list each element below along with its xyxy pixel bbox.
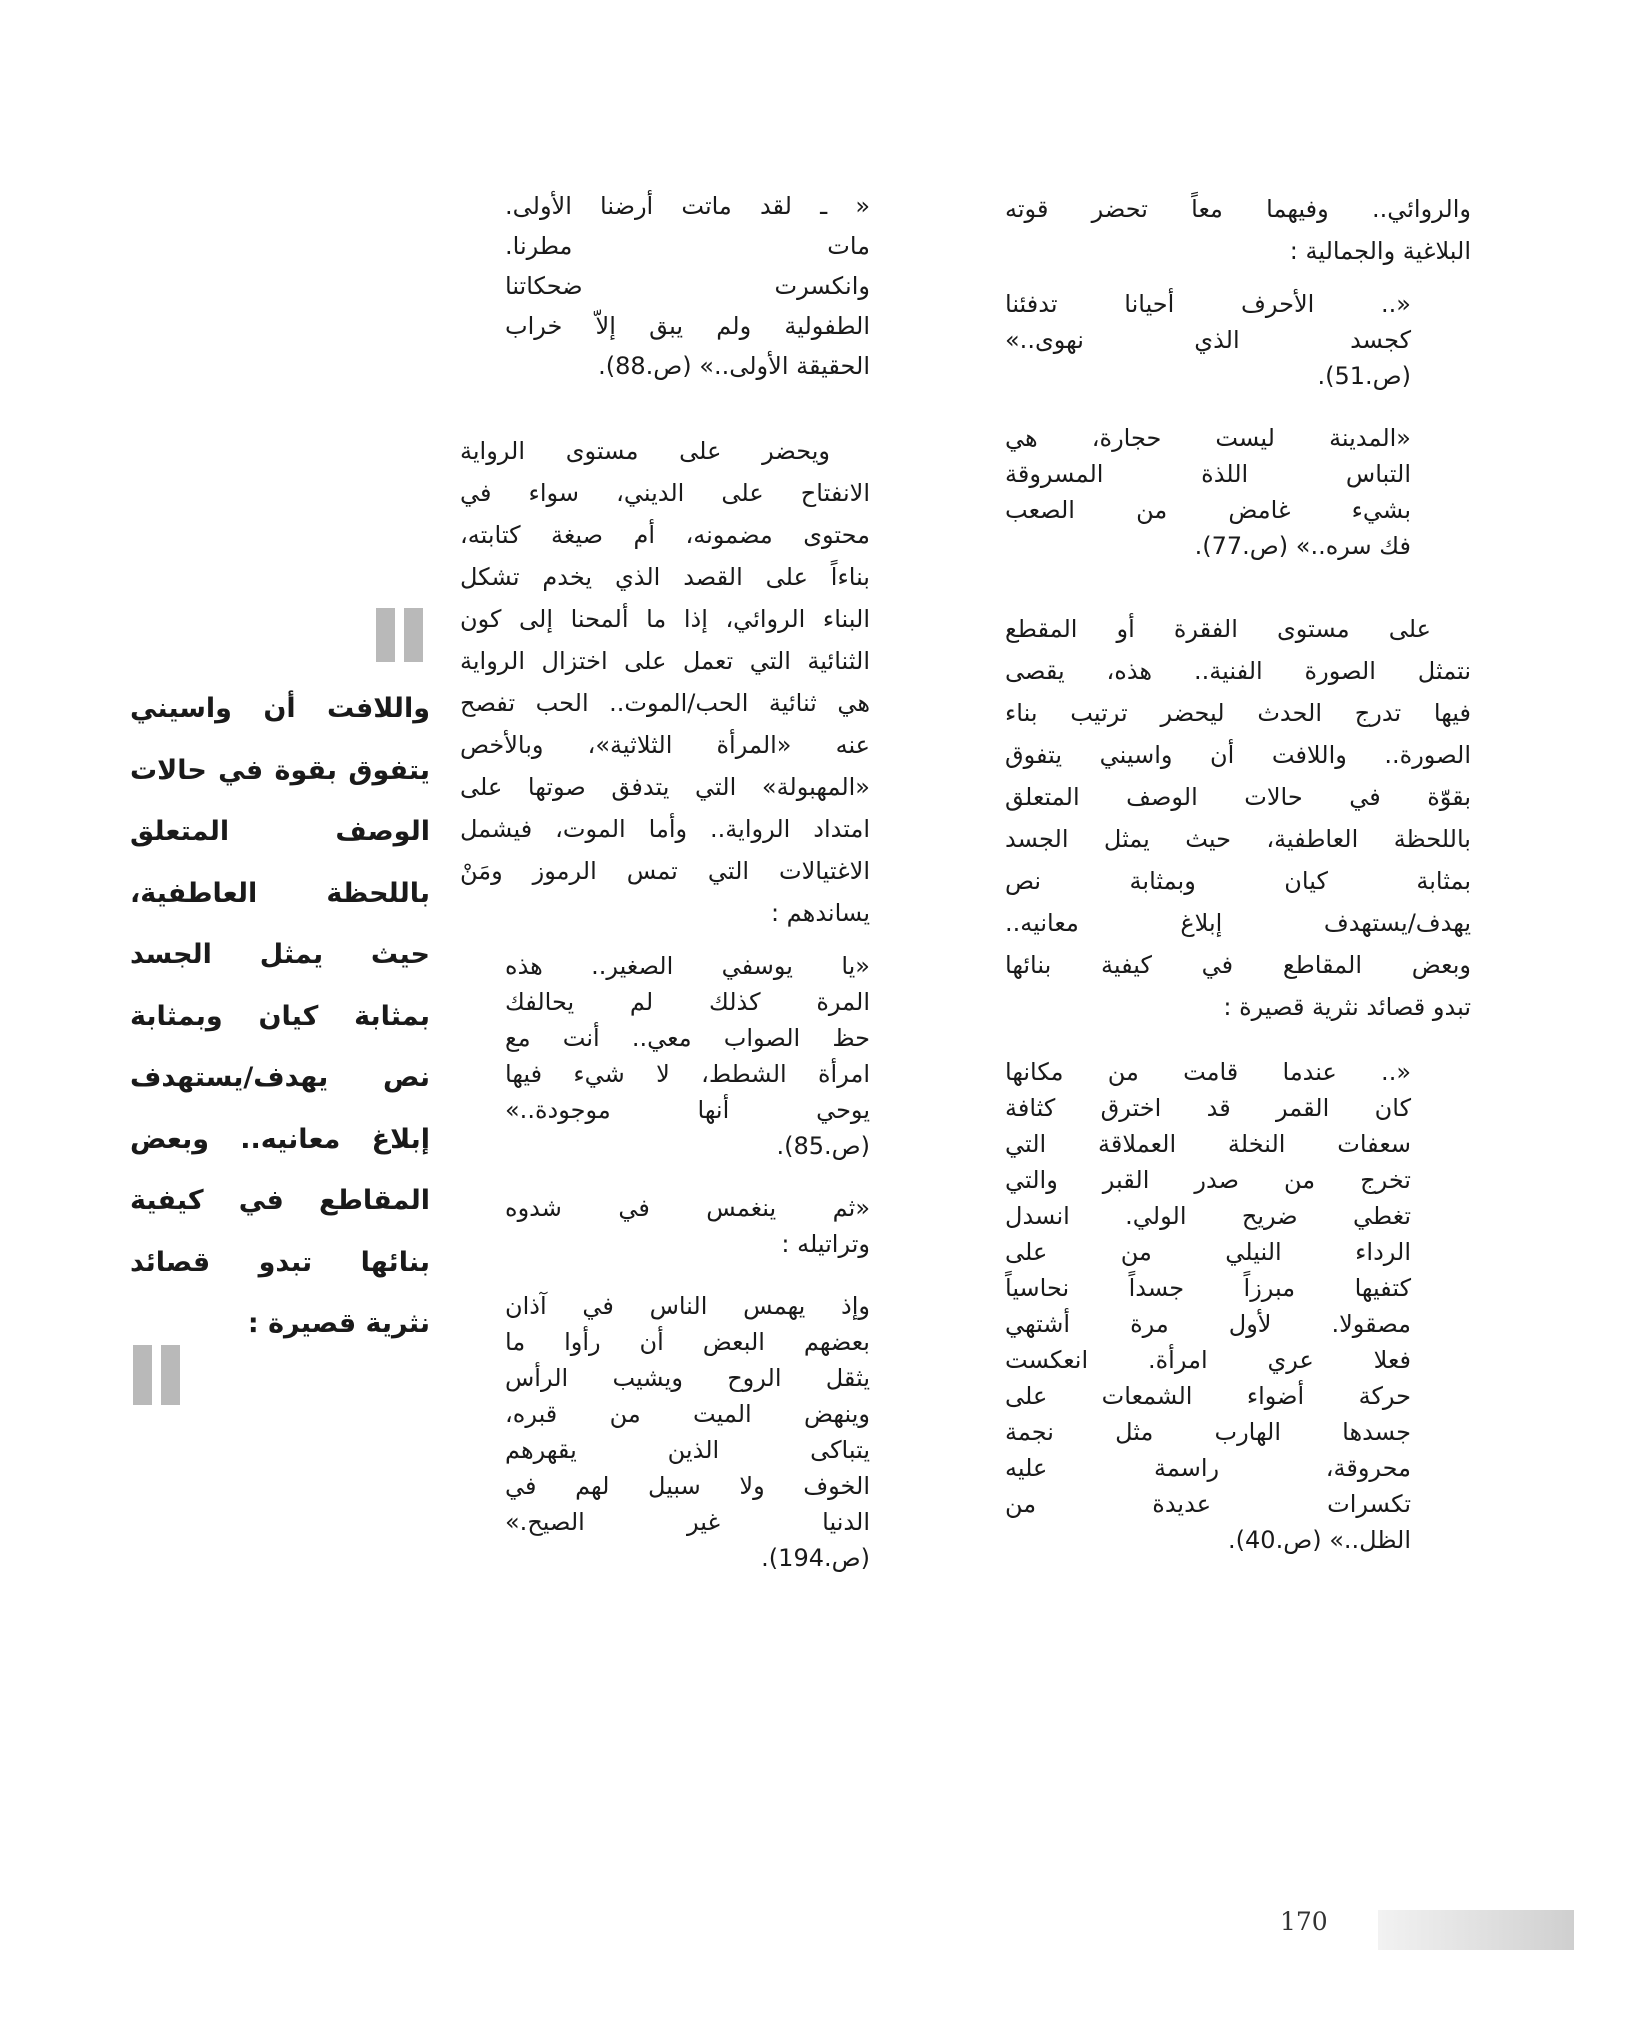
text-line: فعلا عري امرأة. انعكست <box>1005 1346 1411 1374</box>
text-line: « ـ لقد ماتت أرضنا الأولى. <box>505 192 870 220</box>
text-line: والروائي.. وفيهما معاً تحضر قوته <box>1005 195 1471 223</box>
text-line: امتداد الرواية.. وأما الموت، فيشمل <box>460 815 870 843</box>
text-line: المقاطع في كيفية <box>130 1185 430 1216</box>
text-line: الانفتاح على الديني، سواء في <box>460 479 870 507</box>
footer-decoration <box>1378 1910 1574 1950</box>
pull-quote-close-mark <box>133 1345 180 1405</box>
text-line: إبلاغ معانيه.. وبعض <box>130 1123 430 1155</box>
text-line: جسدها الهارب مثل نجمة <box>1005 1418 1411 1446</box>
text-line: وينهض الميت من قبره، <box>505 1400 870 1428</box>
text-line: باللحظة العاطفية، حيث يمثل الجسد <box>1005 825 1471 853</box>
text-line: الاغتيالات التي تمس الرموز ومَنْ <box>460 857 870 885</box>
text-line: (ص.194). <box>761 1544 870 1572</box>
text-line: «.. الأحرف أحيانا تدفئنا <box>1005 290 1411 318</box>
right-paragraph-2 <box>1005 608 1471 1028</box>
text-line: هي ثنائية الحب/الموت.. الحب تفصح <box>460 689 870 717</box>
text-line: (ص.85). <box>776 1132 870 1160</box>
text-line: سعفات النخلة العملاقة التي <box>1005 1130 1411 1158</box>
text-line: وبعض المقاطع في كيفية بنائها <box>1005 951 1471 979</box>
middle-quote-1 <box>505 186 870 386</box>
text-line: يوحي أنها موجودة..» <box>505 1096 870 1124</box>
text-line: امرأة الشطط، لا شيء فيها <box>505 1060 870 1088</box>
text-line: الخوف ولا سبيل لهم في <box>505 1472 870 1500</box>
text-line: كجسد الذي نهوى..» <box>1005 326 1411 354</box>
pull-quote <box>130 608 430 1355</box>
text-line: بناءاً على القصد الذي يخدم تشكل <box>460 563 870 591</box>
text-line: بقوّة في حالات الوصف المتعلق <box>1005 783 1471 811</box>
text-line: حركة أضواء الشمعات على <box>1005 1382 1411 1410</box>
middle-quote-4 <box>505 1288 870 1576</box>
text-line: نثرية قصيرة : <box>247 1308 430 1339</box>
text-line: الظل..» (ص.40). <box>1228 1526 1411 1554</box>
text-line: فيها تدرج الحدث ليحضر ترتيب بناء <box>1005 699 1471 727</box>
text-line: «المهبولة» التي يتدفق صوتها على <box>460 773 870 801</box>
text-line: بمثابة كيان وبمثابة نص <box>1005 867 1471 895</box>
text-line: «يا يوسفي الصغير.. هذه <box>505 952 870 980</box>
text-line: الحقيقة الأولى..» (ص.88). <box>598 352 870 380</box>
text-line: يتفوق بقوة في حالات <box>130 754 430 786</box>
right-quote-3 <box>1005 1054 1411 1558</box>
text-line: فك سره..» (ص.77). <box>1194 532 1411 560</box>
text-line: عنه «المرأة الثلاثية»، وبالأخص <box>460 731 870 759</box>
text-line: واللافت أن واسيني <box>130 693 430 724</box>
right-quote-1 <box>1005 286 1411 394</box>
text-line: تخرج من صدر القبر والتي <box>1005 1166 1411 1194</box>
text-line: «ثم ينغمس في شدوه <box>505 1194 870 1222</box>
text-line: البلاغية والجمالية : <box>1289 237 1471 265</box>
text-line: الصورة.. واللافت أن واسيني يتفوق <box>1005 741 1471 769</box>
text-line: محتوى مضمونه، أم صيغة كتابته، <box>460 521 870 549</box>
middle-quote-3 <box>505 1190 870 1262</box>
middle-paragraph-1 <box>460 430 870 934</box>
text-line: الطفولية ولم يبق إلاّ خراب <box>505 312 870 340</box>
right-quote-2 <box>1005 420 1411 564</box>
text-line: يهدف/يستهدف إبلاغ معانيه.. <box>1005 909 1471 937</box>
text-line: «المدينة ليست حجارة، هي <box>1005 424 1411 452</box>
text-line: تبدو قصائد نثرية قصيرة : <box>1223 993 1471 1021</box>
text-line: يثقل الروح ويشيب الرأس <box>505 1364 870 1392</box>
text-line: الرداء النيلي من على <box>1005 1238 1411 1266</box>
text-line: تكسرات عديدة من <box>1005 1490 1411 1518</box>
text-line: وتراتيله : <box>781 1230 870 1258</box>
text-line: بمثابة كيان وبمثابة <box>130 1000 430 1032</box>
text-line: التباس اللذة المسروقة <box>1005 460 1411 488</box>
text-line: تغطي ضريح الولي. انسدل <box>1005 1202 1411 1230</box>
text-line: نص يهدف/يستهدف <box>130 1062 430 1093</box>
page-number: 170 <box>1280 1907 1328 1936</box>
text-line: بشيء غامض من الصعب <box>1005 496 1411 524</box>
text-line: (ص.51). <box>1317 362 1411 390</box>
right-column <box>1005 188 1471 1558</box>
text-line: وانكسرت ضحكاتنا <box>505 272 870 300</box>
text-line: حظ الصواب معي.. أنت مع <box>505 1024 870 1052</box>
text-line: البناء الروائي، إذا ما ألمحنا إلى كون <box>460 605 870 633</box>
text-line: وإذ يهمس الناس في آذان <box>505 1292 870 1320</box>
pull-quote-text <box>130 608 430 1355</box>
text-line: مصقولا. لأول مرة أشتهي <box>1005 1310 1411 1338</box>
middle-quote-2 <box>505 948 870 1164</box>
text-line: الثنائية التي تعمل على اختزال الرواية <box>460 647 870 675</box>
text-line: «.. عندما قامت من مكانها <box>1005 1058 1411 1086</box>
text-line: بعضهم البعض أن رأوا ما <box>505 1328 870 1356</box>
middle-column <box>460 186 870 1576</box>
text-line: يتباكى الذين يقهرهم <box>505 1436 870 1464</box>
text-line: بنائها تبدو قصائد <box>130 1246 430 1278</box>
text-line: محروقة، راسمة عليه <box>1005 1454 1411 1482</box>
text-line: كان القمر قد اخترق كثافة <box>1005 1094 1411 1122</box>
text-line: كتفيها مبرزاً جسداً نحاسياً <box>1005 1274 1411 1302</box>
text-line: الدنيا غير الصيح.» <box>505 1508 870 1536</box>
text-line: المرة كذلك لم يحالفك <box>505 988 870 1016</box>
text-line: الوصف المتعلق <box>130 816 430 847</box>
text-line: يساندهم : <box>770 899 870 927</box>
text-line: مات مطرنا. <box>505 232 870 260</box>
text-line: باللحظة العاطفية، <box>130 877 430 909</box>
text-line: نتمثل الصورة الفنية.. هذه، يقصى <box>1005 657 1471 685</box>
right-paragraph-1 <box>1005 188 1471 272</box>
text-line: حيث يمثل الجسد <box>130 939 430 970</box>
text-line: على مستوى الفقرة أو المقطع <box>1005 615 1431 643</box>
text-line: ويحضر على مستوى الرواية <box>460 437 830 465</box>
